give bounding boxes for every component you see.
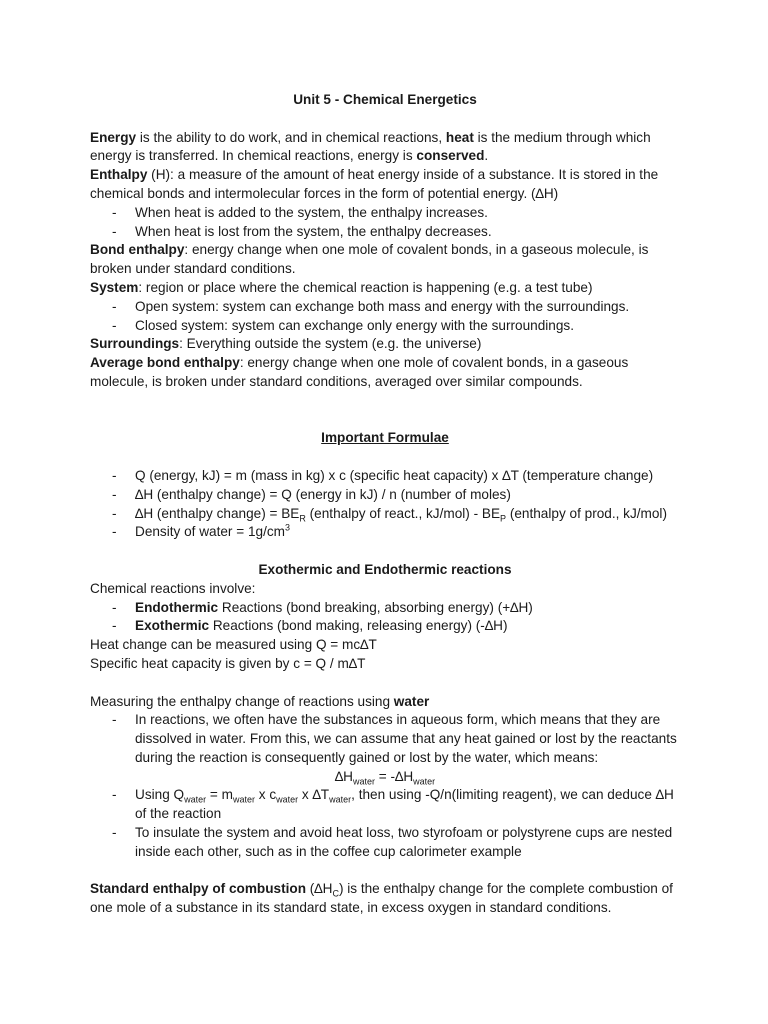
conserved-term: conserved [416,148,485,164]
subscript: water [413,776,436,787]
subscript: water [329,795,352,806]
energy-definition [90,129,680,167]
subscript: water [232,795,255,806]
bullet-dash: - [112,486,117,502]
bond-enthalpy-term: Bond enthalpy [90,242,185,258]
list-item-text: Open system: system can exchange both mass and energy with the surroundings. [135,298,630,314]
heat-term: heat [445,129,474,145]
list-item-text: When heat is added to the system, the enthalpy increases. [135,204,488,220]
bullet-dash: - [112,204,117,220]
exothermic-term: Exothermic [135,618,210,634]
surroundings-term: Surroundings [90,336,180,352]
list-item [90,786,680,824]
list-item-text: Reactions (bond breaking, absorbing energy) (+∆H) [218,599,533,615]
spacer [90,448,680,467]
bullet-dash: - [112,223,117,239]
combustion-definition [90,880,680,918]
energy-text: . [484,148,489,164]
combustion-text: (∆H [306,881,333,897]
average-bond-enthalpy-text: : energy change when one mole of covalent bonds, in a gaseous molecule, is broken under standard conditions, averaged over similar compounds. [90,355,629,389]
formula-text: (enthalpy of prod., kJ/mol) [506,505,667,521]
specific-heat-line: Specific heat capacity is given by c = Q / m∆T [90,655,366,671]
list-item-text: Reactions (bond making, releasing energy) (-∆H) [209,618,508,634]
average-bond-enthalpy-definition [90,354,680,392]
water-section-intro [90,693,680,712]
combustion-text: ) is the enthalpy change for the complete combustion of one mole of a substance in its standard state, in excess oxygen in standard conditions. [90,881,673,916]
formula-text: Q (energy, kJ) = m (mass in kg) x c (specific heat capacity) x ∆T (temperature change) [135,467,654,483]
subscript: water [276,795,299,806]
list-item [90,223,680,242]
list-item [90,599,680,618]
bond-enthalpy-definition [90,241,680,279]
bullet-dash: - [112,298,117,314]
surroundings-definition [90,335,680,354]
combustion-term: Standard enthalpy of combustion [90,881,306,897]
spacer [90,392,680,430]
page-title: Unit 5 - Chemical Energetics [293,92,477,107]
list-item [90,711,680,767]
subscript: water [184,795,207,806]
energy-text: is the ability to do work, and in chemical reactions, [136,129,446,145]
list-item-text: x ∆T [298,787,330,803]
list-item [90,317,680,336]
formula-text: ∆H (enthalpy change) = BE [135,505,300,521]
subscript: P [500,513,507,524]
spacer [90,110,680,129]
bullet-dash: - [112,599,117,615]
list-item [90,617,680,636]
exo-endo-heading: Exothermic and Endothermic reactions [258,561,512,577]
superscript: 3 [284,522,290,533]
list-item [90,824,680,862]
energy-text: is the medium through which energy is transferred. In chemical reactions, energy is [90,129,651,164]
average-bond-enthalpy-term: Average bond enthalpy [90,355,240,371]
reactions-involve: Chemical reactions involve: [90,580,256,596]
formulae-heading: Important Formulae [321,430,449,446]
equation-text: ∆H [334,768,353,784]
formula-text: Density of water = 1g/cm [135,524,285,540]
bullet-dash: - [112,787,117,803]
enthalpy-term: Enthalpy [90,167,148,183]
formula-text: ∆H (enthalpy change) = Q (energy in kJ) / n (number of moles) [135,486,511,502]
spacer [90,674,680,693]
subscript: C [332,889,339,900]
formula-text: (enthalpy of react., kJ/mol) - BE [305,505,501,521]
formula-item [90,523,680,542]
bullet-dash: - [112,825,117,841]
surroundings-text: : Everything outside the system (e.g. the universe) [179,336,482,352]
list-item-text: In reactions, we often have the substances in aqueous form, which means that they are dissolved in water. From this, we can assume that any heat gained or lost by the reactants during the reaction is consequently gained or lost by the water, which means: [135,712,677,765]
bullet-dash: - [112,317,117,333]
formula-item [90,467,680,486]
list-item-text: Using Q [135,787,185,803]
subscript: R [299,513,306,524]
water-equation [90,768,680,787]
bullet-dash: - [112,618,117,634]
list-item-text: = m [206,787,233,803]
system-definition [90,279,680,298]
list-item-text: To insulate the system and avoid heat loss, two styrofoam or polystyrene cups are nested inside each other, such as in the coffee cup calorimeter example [135,825,673,859]
heat-change-line: Heat change can be measured using Q = mc∆T [90,637,377,653]
document-content [90,91,680,918]
bullet-dash: - [112,467,117,483]
formula-item [90,486,680,505]
list-item-text: When heat is lost from the system, the enthalpy decreases. [135,223,492,239]
water-term: water [393,693,430,709]
subscript: water [352,776,375,787]
system-text: : region or place where the chemical reaction is happening (e.g. a test tube) [138,279,593,295]
list-item [90,204,680,223]
list-item-text: , then using -Q/n(limiting reagent), we can deduce ∆H of the reaction [135,787,674,822]
enthalpy-definition [90,166,680,204]
spacer [90,542,680,561]
bullet-dash: - [112,712,117,728]
bond-enthalpy-text: : energy change when one mole of covalent bonds, in a gaseous molecule, is broken under standard conditions. [90,242,649,277]
endothermic-term: Endothermic [135,599,219,615]
list-item [90,298,680,317]
bullet-dash: - [112,524,117,540]
intro-text: Measuring the enthalpy change of reactions using [90,693,394,709]
formula-item [90,505,680,524]
system-term: System [90,279,139,295]
list-item-text: x c [254,787,277,803]
spacer [90,862,680,881]
enthalpy-text: (H): a measure of the amount of heat energy inside of a substance. It is stored in the chemical bonds and intermolecular forces in the form of potential energy. (∆H) [90,167,659,201]
list-item-text: Closed system: system can exchange only energy with the surroundings. [135,317,574,333]
equation-text: = -∆H [374,768,414,784]
bullet-dash: - [112,505,117,521]
energy-term: Energy [90,129,137,145]
